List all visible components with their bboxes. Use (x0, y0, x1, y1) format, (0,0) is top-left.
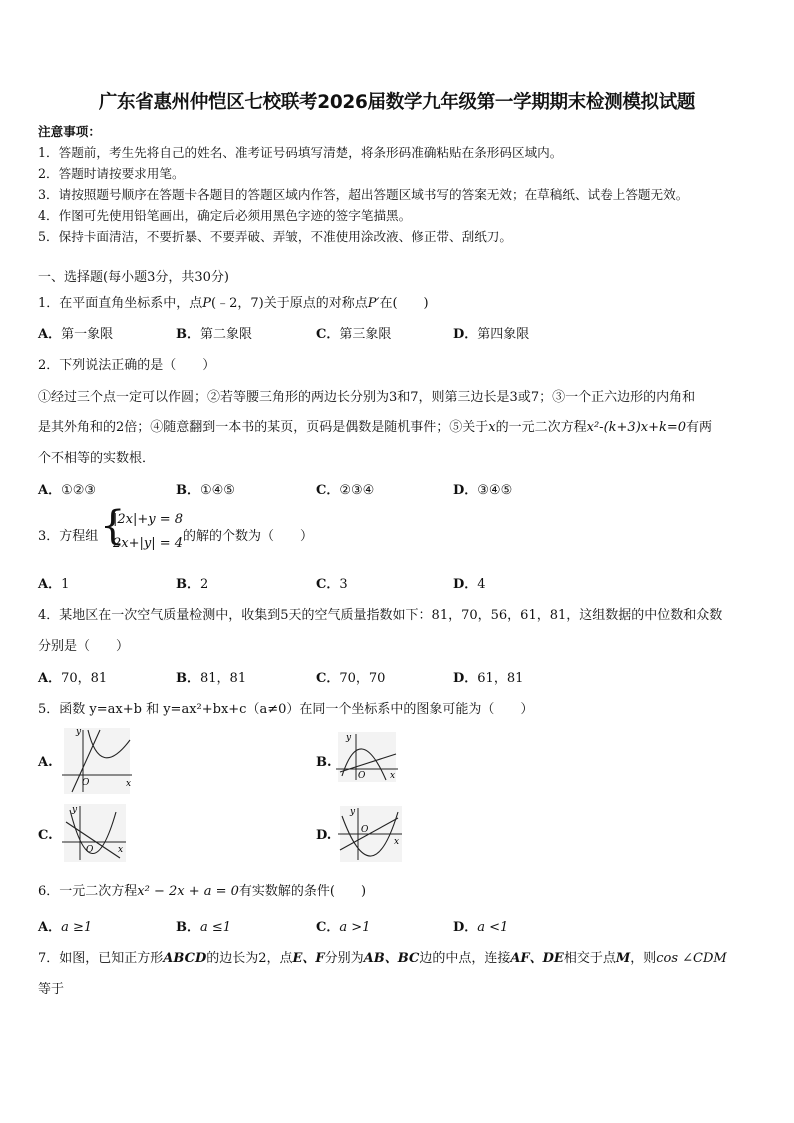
q3-option-b[interactable]: B．2 (176, 577, 209, 592)
q5-option-a-label[interactable]: A. (38, 755, 53, 770)
q3-option-c[interactable]: C．3 (316, 577, 348, 592)
y-label: y (350, 807, 356, 817)
q3-brace: { (100, 503, 126, 549)
q7-line-2: 等于 (38, 982, 65, 997)
question-7-stem: 7．如图，已知正方形ABCD的边长为2，点E、F分别为AB、BC边的中点，连接AF、DE相交于点M，则cos ∠CDM (38, 951, 727, 966)
q3-option-d[interactable]: D．4 (453, 577, 486, 592)
q3-suffix: 的解的个数为（ ） (183, 529, 314, 544)
notes-item-3: 3．请按照题号顺序在答题卡各题目的答题区域内作答，超出答题区域书写的答案无效；在草稿纸、试卷上答题无效。 (38, 187, 689, 202)
question-2-stem: 2．下列说法正确的是（ ） (38, 358, 216, 373)
origin-label: O (82, 778, 90, 788)
origin-label: O (86, 845, 94, 855)
q6-option-b[interactable]: B．a ≤1 (176, 920, 232, 935)
y-label: y (76, 728, 82, 737)
q5-graph-a[interactable] (58, 728, 138, 794)
x-label: x (126, 779, 132, 789)
q5-graph-d[interactable] (336, 806, 406, 862)
q1-point: P (202, 296, 212, 311)
x-label: x (118, 845, 124, 855)
q5-graph-c[interactable] (60, 804, 130, 862)
x-label: x (390, 771, 396, 781)
q1-suffix: 在( ) (379, 296, 429, 311)
notes-item-1: 1．答题前，考生先将自己的姓名、准考证号码填写清楚，将条形码准确粘贴在条形码区域内。 (38, 145, 563, 160)
q2-line-3: 个不相等的实数根． (38, 451, 156, 466)
q2-line-2: 是其外角和的2倍；④随意翻到一本书的某页，页码是偶数是随机事件；⑤关于x的一元二次方程x²-(k+3)x+k=0有两 (38, 420, 713, 435)
q5-option-b-label[interactable]: B. (316, 755, 332, 770)
q5-option-c-label[interactable]: C. (38, 828, 53, 843)
q3-prefix: 3．方程组 (38, 529, 99, 544)
q2-line-1: ①经过三个点一定可以作圆；②若等腰三角形的两边长分别为3和7，则第三边长是3或7；③一个正六边形的内角和 (38, 390, 696, 405)
q4-option-c[interactable]: C．70，70 (316, 671, 386, 686)
q2-option-a[interactable]: A．①②③ (38, 483, 97, 498)
q6-option-c[interactable]: C．a >1 (316, 920, 371, 935)
q2-option-c[interactable]: C．②③④ (316, 483, 375, 498)
q1-middle: 关于原点的对称点 (263, 296, 368, 311)
q1-prefix: 1．在平面直角坐标系中，点 (38, 296, 203, 311)
q6-option-d[interactable]: D．a <1 (453, 920, 509, 935)
q4-option-b[interactable]: B．81，81 (176, 671, 247, 686)
y-label: y (72, 805, 78, 815)
q3-eq-2: 2x+|y| = 4 (113, 536, 184, 551)
q1-coords: (﹣2，7) (211, 296, 264, 311)
notes-item-5: 5．保持卡面清洁，不要折暴、不要弄破、弄皱，不准使用涂改液、修正带、刮纸刀。 (38, 229, 512, 244)
q3-option-a[interactable]: A．1 (38, 577, 70, 592)
origin-label: O (358, 771, 366, 781)
question-6-stem: 6．一元二次方程x² − 2x + a = 0有实数解的条件( ) (38, 884, 367, 899)
q1-option-d[interactable]: D．第四象限 (453, 327, 530, 342)
notes-item-2: 2．答题时请按要求用笔。 (38, 166, 185, 181)
q2-option-b[interactable]: B．①④⑤ (176, 483, 235, 498)
q4-line-1: 4．某地区在一次空气质量检测中，收集到5天的空气质量指数如下：81，70，56，61，81，这组数据的中位数和众数 (38, 608, 723, 623)
q2-option-d[interactable]: D．③④⑤ (453, 483, 513, 498)
q6-option-a[interactable]: A．a ≥1 (38, 920, 93, 935)
y-label: y (346, 733, 352, 743)
origin-label: O (361, 825, 369, 835)
q4-option-a[interactable]: A．70，81 (38, 671, 108, 686)
q5-option-d-label[interactable]: D. (316, 828, 332, 843)
q3-eq-1: |2x|+y = 8 (113, 512, 184, 527)
question-1-stem (38, 292, 429, 311)
notes-item-4: 4．作图可先使用铅笔画出，确定后必须用黑色字迹的签字笔描黑。 (38, 208, 412, 223)
q6-equation: x² − 2x + a = 0 (137, 884, 239, 899)
notes-heading: 注意事项： (38, 124, 101, 139)
q4-line-2: 分别是（ ） (38, 639, 130, 654)
q1-option-c[interactable]: C．第三象限 (316, 327, 392, 342)
q1-point2: P′ (367, 296, 380, 311)
q1-option-b[interactable]: B．第二象限 (176, 327, 253, 342)
q5-graph-b[interactable] (334, 732, 400, 782)
question-5-stem: 5．函数 y=ax+b 和 y=ax²+bx+c（a≠0）在同一个坐标系中的图象可能为（ ） (38, 702, 534, 717)
x-label: x (394, 837, 400, 847)
page-title: 广东省惠州仲恺区七校联考2026届数学九年级第一学期期末检测模拟试题 (98, 92, 696, 113)
q1-option-a[interactable]: A．第一象限 (38, 327, 114, 342)
section-heading: 一、选择题(每小题3分，共30分) (38, 270, 229, 285)
q4-option-d[interactable]: D．61，81 (453, 671, 524, 686)
